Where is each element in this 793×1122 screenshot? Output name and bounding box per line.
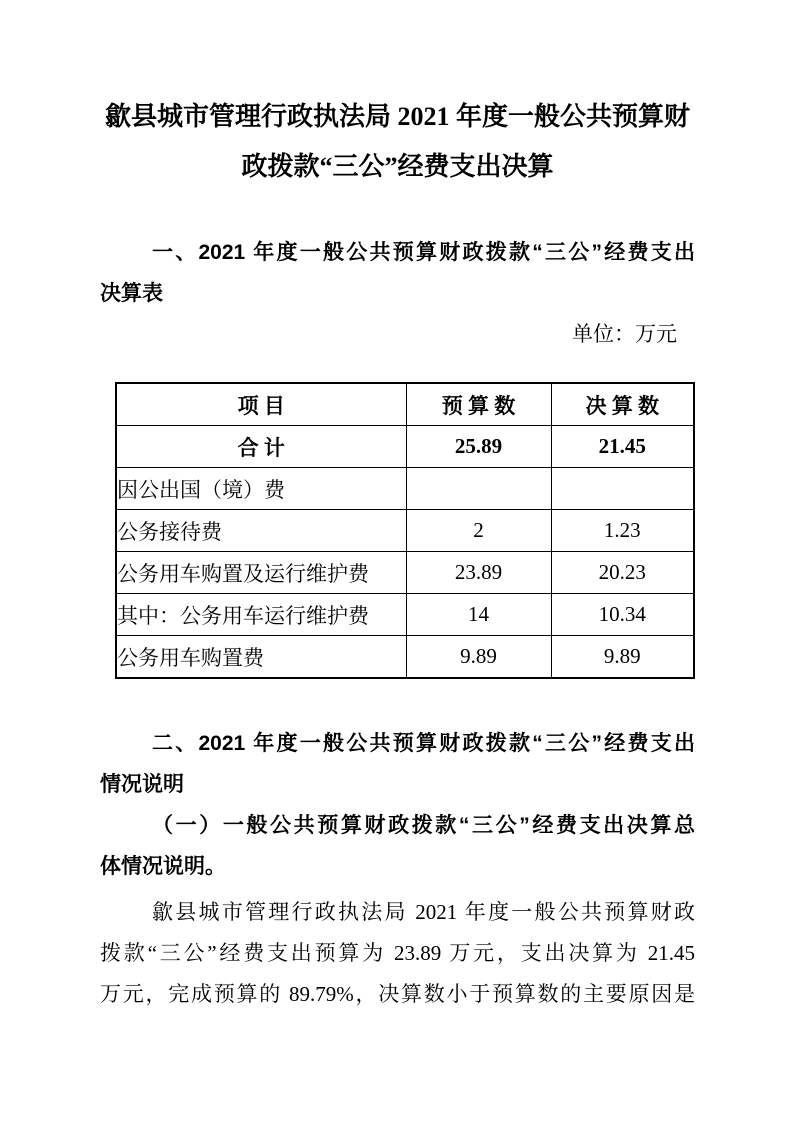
table-row-abroad — [116, 468, 694, 510]
budget-cell — [406, 468, 551, 510]
table-row-vehicle-purchase — [116, 636, 694, 679]
section1-heading — [100, 232, 695, 314]
section2-heading-line2: 情况说明 — [100, 773, 184, 796]
table-row-reception — [116, 510, 694, 552]
three-public-expense-table — [115, 382, 695, 679]
item-cell: 因公出国（境）费 — [116, 468, 406, 510]
section2-sub-heading-line1: （一）一般公共预算财政拨款“三公”经费支出决算总 — [152, 814, 695, 837]
section2-sub-heading-line2: 体情况说明。 — [100, 855, 226, 878]
budget-cell: 9.89 — [406, 636, 551, 679]
table-row-total — [116, 426, 694, 468]
final-cell: 21.45 — [551, 426, 694, 468]
budget-cell: 14 — [406, 594, 551, 636]
document-title-line1: 歙县城市管理行政执法局 2021 年度一般公共预算财 — [104, 102, 690, 131]
final-cell: 9.89 — [551, 636, 694, 679]
final-cell: 10.34 — [551, 594, 694, 636]
unit-label: 单位：万元 — [572, 322, 677, 346]
table-header-row — [116, 383, 694, 426]
section2-paragraph — [100, 892, 695, 1015]
header-item: 项 目 — [116, 383, 406, 426]
paragraph-line1: 歙县城市管理行政执法局 2021 年度一般公共预算财政 — [152, 900, 695, 924]
item-cell: 其中：公务用车运行维护费 — [116, 594, 406, 636]
budget-cell: 23.89 — [406, 552, 551, 594]
document-title-line2: 政拨款“三公”经费支出决算 — [241, 152, 554, 181]
section1-heading-line2: 决算表 — [100, 282, 163, 305]
section1-heading-line1: 一、2021 年度一般公共预算财政拨款“三公”经费支出 — [152, 241, 695, 264]
paragraph-line2: 拨款“三公”经费支出预算为 23.89 万元，支出决算为 21.45 — [100, 941, 695, 965]
table-row-vehicle-operation — [116, 594, 694, 636]
item-cell: 公务用车购置费 — [116, 636, 406, 679]
section2-heading — [100, 723, 695, 805]
item-cell: 合 计 — [116, 426, 406, 468]
table-row-vehicle-total — [116, 552, 694, 594]
section2-heading-line1: 二、2021 年度一般公共预算财政拨款“三公”经费支出 — [152, 732, 695, 755]
item-cell: 公务用车购置及运行维护费 — [116, 552, 406, 594]
final-cell: 1.23 — [551, 510, 694, 552]
final-cell: 20.23 — [551, 552, 694, 594]
item-cell: 公务接待费 — [116, 510, 406, 552]
final-cell — [551, 468, 694, 510]
paragraph-line3: 万元，完成预算的 89.79%，决算数小于预算数的主要原因是 — [100, 982, 695, 1006]
section2-sub-heading — [100, 805, 695, 887]
document-title — [100, 92, 695, 192]
header-budget: 预 算 数 — [406, 383, 551, 426]
budget-cell: 25.89 — [406, 426, 551, 468]
header-final: 决 算 数 — [551, 383, 694, 426]
budget-cell: 2 — [406, 510, 551, 552]
